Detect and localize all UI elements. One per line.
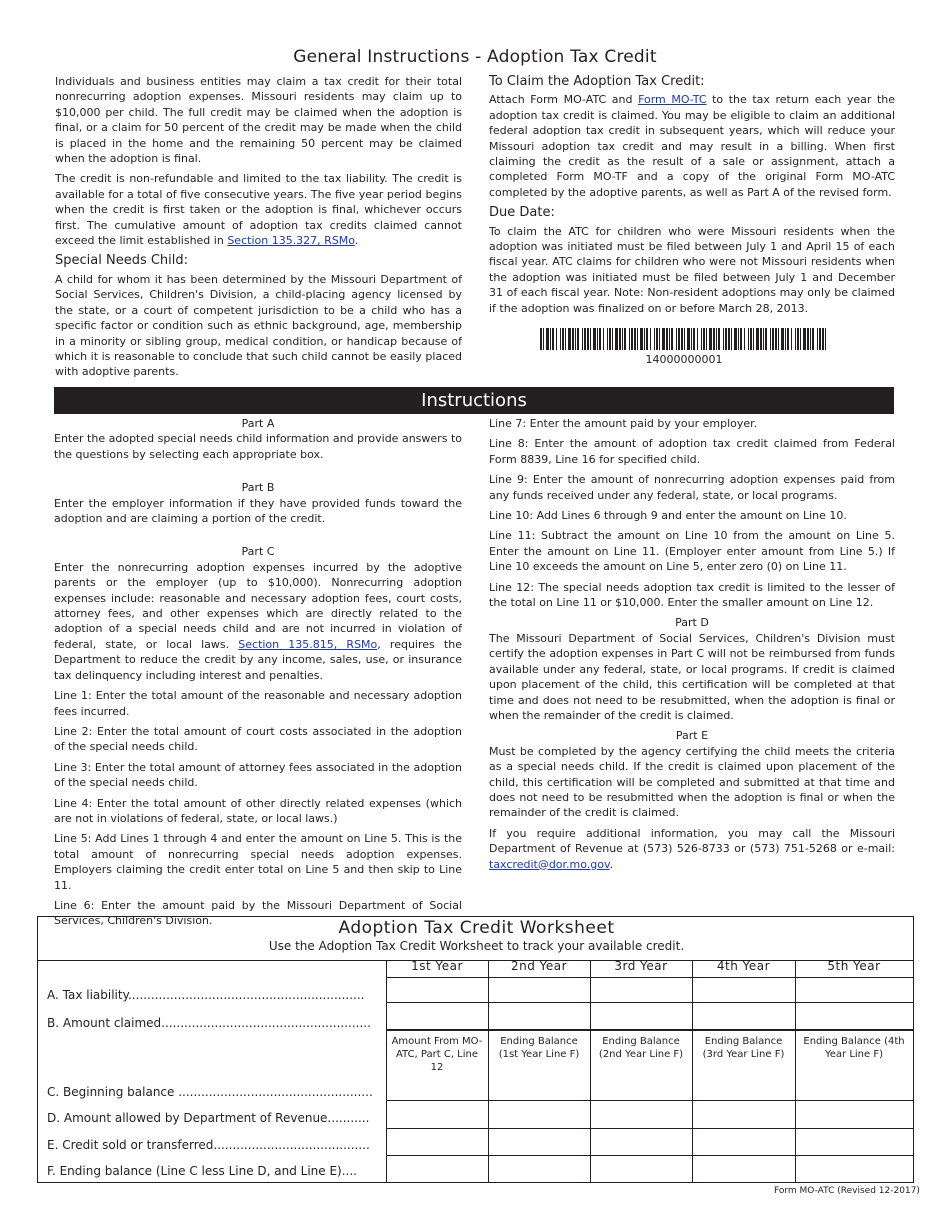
part-e-text: Must be completed by the agency certifying the child meets the criteria as a special needs child. If the credit is claimed upon placement of the child, this certification will be completed and submitted at that time and does not need to be resubmitted when the adoption is final or when the remainder of the credit is claimed. bbox=[489, 744, 895, 820]
part-d-heading: Part D bbox=[675, 616, 709, 630]
line-12-text: Line 12: The special needs adoption tax credit is limited to the lesser of the total on Line 11 or $10,000. Enter the smaller amount on Line 12. bbox=[489, 580, 895, 610]
left-general-column bbox=[55, 74, 462, 385]
row-d-label: D. Amount allowed by Department of Revenue........... bbox=[47, 1111, 370, 1125]
row-c-label: C. Beginning balance ................................................... bbox=[47, 1085, 373, 1099]
part-c-heading: Part C bbox=[241, 545, 275, 559]
contact-paragraph: If you require additional information, you may call the Missouri Department of Revenue at (573) 526-8733 or (573) 751-5268 or e-mail: taxcredit@dor.mo.gov. bbox=[489, 826, 895, 871]
section-135-815-link[interactable]: Section 135.815, RSMo bbox=[238, 637, 378, 651]
cell-note-year-4: Ending Balance (3rd Year Line F) bbox=[702, 1036, 785, 1060]
worksheet-title: Adoption Tax Credit Worksheet bbox=[338, 918, 615, 938]
claim-heading: To Claim the Adoption Tax Credit: bbox=[489, 74, 705, 89]
line-5-text: Line 5: Add Lines 1 through 4 and enter the amount on Line 5. This is the total amount of nonrecurring special needs adoption expenses. Employers claiming the credit enter total on Line 5 and then skip to Line 11. bbox=[54, 832, 462, 892]
special-needs-paragraph: A child for whom it has been determined by the Missouri Department of Social Services, Children's Division, a child-placing agency licensed by the state, or a court of competent jurisdiction to be a child who has a specific factor or condition such as ethnic background, age, membership in a minority or sibling group, medical condition, or handicap because of which it is reasonable to conclude that such child cannot be easily placed with adoptive parents. bbox=[55, 272, 462, 379]
row-f-label: F. Ending balance (Line C less Line D, and Line E).... bbox=[47, 1164, 357, 1178]
claim-paragraph: Attach Form MO-ATC and Form MO-TC to the tax return each year the adoption tax credit is claimed. You may be eligible to claim an additional federal adoption tax credit in subsequent years, which will reduce your Missouri adoption tax credit and may result in a billing. When first claiming the credit as the result of a sale or assignment, attach a completed Form MO-TF and a copy of the original Form MO-ATC completed by the adoptive parents, as well as Part A of the revised form. bbox=[489, 93, 896, 199]
part-a-heading: Part A bbox=[241, 417, 275, 430]
cell-note-year-5: Ending Balance (4th Year Line F) bbox=[803, 1036, 905, 1060]
part-e-heading: Part E bbox=[675, 729, 709, 743]
due-date-heading: Due Date: bbox=[489, 205, 555, 221]
line-3-text: Line 3: Enter the total amount of attorney fees associated in the adoption of the special needs child. bbox=[54, 760, 462, 790]
part-c-text: Enter the nonrecurring adoption expenses incurred by the adoptive parents or the employer (up to $10,000). Nonrecurring adoption expenses include: reasonable and necessary adoption fees, court costs, attorney fees, and other expenses which are directly related to the adoption of a special needs child and are not incurred in violation of federal, state, or local laws. Section 135.815, RSMo, requires the Department to reduce the credit by any income, sales, use, or insurance tax delinquency including interest and penalties. bbox=[54, 560, 462, 682]
form-footer: Form MO-ATC (Revised 12-2017) bbox=[774, 1186, 920, 1196]
due-date-paragraph: To claim the ATC for children who were Missouri residents when the adoption was initiated must be filed between July 1 and April 15 of each fiscal year. ATC claims for children who were not Missouri residents when the adoption was initiated must be filed between July 1 and December 31 of each fiscal year. Note: Non-resident adoptions may only be claimed if the adoption was finalized on or before March 28, 2013. bbox=[489, 224, 895, 315]
part-a-text: Enter the adopted special needs child information and provide answers to the questions by selecting each appropriate box. bbox=[54, 432, 462, 461]
left-instructions-column bbox=[54, 416, 462, 934]
right-general-column bbox=[489, 74, 895, 321]
row-a-label: A. Tax liability.............................................................. bbox=[47, 988, 365, 1002]
instructions-banner: Instructions bbox=[54, 387, 894, 414]
row-b-label: B. Amount claimed....................................................... bbox=[47, 1016, 371, 1030]
part-d-text: The Missouri Department of Social Services, Children's Division must certify the adoption expenses in Part C will not be reimbursed from funds available under any federal, state, or local programs. If credit is claimed upon placement of the child, this certification will be completed at that time and does not need to be resubmitted, when the adoption is final or when the remainder of the credit is claimed. bbox=[489, 631, 895, 722]
year-2-header: 2nd Year bbox=[510, 959, 568, 973]
line-1-text: Line 1: Enter the total amount of the reasonable and necessary adoption fees incurred. bbox=[54, 689, 462, 718]
limit-paragraph: The credit is non-refundable and limited to the tax liability. The credit is available for a total of five consecutive years. The five year period begins when the credit is first taken or the adoption is final, whichever occurs first. The cumulative amount of adoption tax credits claimed cannot exceed the limit established in Section 135.327, RSMo. bbox=[55, 172, 462, 248]
form-mo-tc-link[interactable]: Form MO-TC bbox=[638, 93, 707, 107]
line-11-text: Line 11: Subtract the amount on Line 10 from the amount on Line 5. Enter the amount on Line 11. (Employer enter amount from Line 5.) If Line 10 exceeds the amount on Line 5, enter zero (0) on Line 11. bbox=[489, 529, 895, 574]
row-e-label: E. Credit sold or transferred......................................... bbox=[47, 1138, 370, 1152]
line-4-text: Line 4: Enter the total amount of other directly related expenses (which are not in violations of federal, state, or local laws.) bbox=[54, 796, 462, 825]
line-2-text: Line 2: Enter the total amount of court costs associated in the adoption of the special needs child. bbox=[54, 724, 462, 754]
year-3-header: 3rd Year bbox=[614, 959, 668, 973]
line-10-text: Line 10: Add Lines 6 through 9 and enter the amount on Line 10. bbox=[489, 509, 847, 523]
part-b-heading: Part B bbox=[241, 481, 275, 495]
line-9-text: Line 9: Enter the amount of nonrecurring adoption expenses paid from any funds received under any federal, state, or local programs. bbox=[489, 473, 895, 502]
year-1-header: 1st Year bbox=[411, 959, 463, 973]
right-instructions-column bbox=[489, 416, 895, 877]
cell-note-year-3: Ending Balance (2nd Year Line F) bbox=[598, 1036, 684, 1060]
year-4-header: 4th Year bbox=[716, 959, 771, 973]
line-8-text: Line 8: Enter the amount of adoption tax credit claimed from Federal Form 8839, Line 16 for specified child. bbox=[489, 437, 895, 466]
cell-note-year-2: Ending Balance (1st Year Line F) bbox=[498, 1036, 580, 1060]
section-135-327-link[interactable]: Section 135.327, RSMo bbox=[227, 234, 355, 248]
part-b-text: Enter the employer information if they have provided funds toward the adoption and are claiming a portion of the credit. bbox=[54, 496, 462, 526]
adoption-worksheet bbox=[37, 916, 914, 1183]
cell-note-year-1: Amount From MO-ATC, Part C, Line 12 bbox=[391, 1036, 483, 1073]
line-7-text: Line 7: Enter the amount paid by your employer. bbox=[489, 417, 758, 430]
page-title: General Instructions - Adoption Tax Credit bbox=[293, 47, 657, 67]
taxcredit-email-link[interactable]: taxcredit@dor.mo.gov bbox=[489, 857, 610, 871]
year-5-header: 5th Year bbox=[827, 959, 881, 973]
barcode-image bbox=[540, 328, 828, 350]
intro-paragraph: Individuals and business entities may claim a tax credit for their total nonrecurring adoption expenses. Missouri residents may claim up to $10,000 per child. The full credit may be claimed when the adoption is final, or a claim for 50 percent of the credit may be made when the child is placed in the home and the remaining 50 percent may be claimed when the adoption is final. bbox=[55, 75, 462, 166]
special-needs-heading: Special Needs Child: bbox=[55, 253, 189, 269]
barcode-number: 14000000001 bbox=[645, 353, 723, 366]
worksheet-subtitle: Use the Adoption Tax Credit Worksheet to track your available credit. bbox=[268, 939, 685, 953]
line-6-text: Line 6: Enter the amount paid by the Missouri Department of Social Services, Children's Division. bbox=[54, 898, 462, 928]
